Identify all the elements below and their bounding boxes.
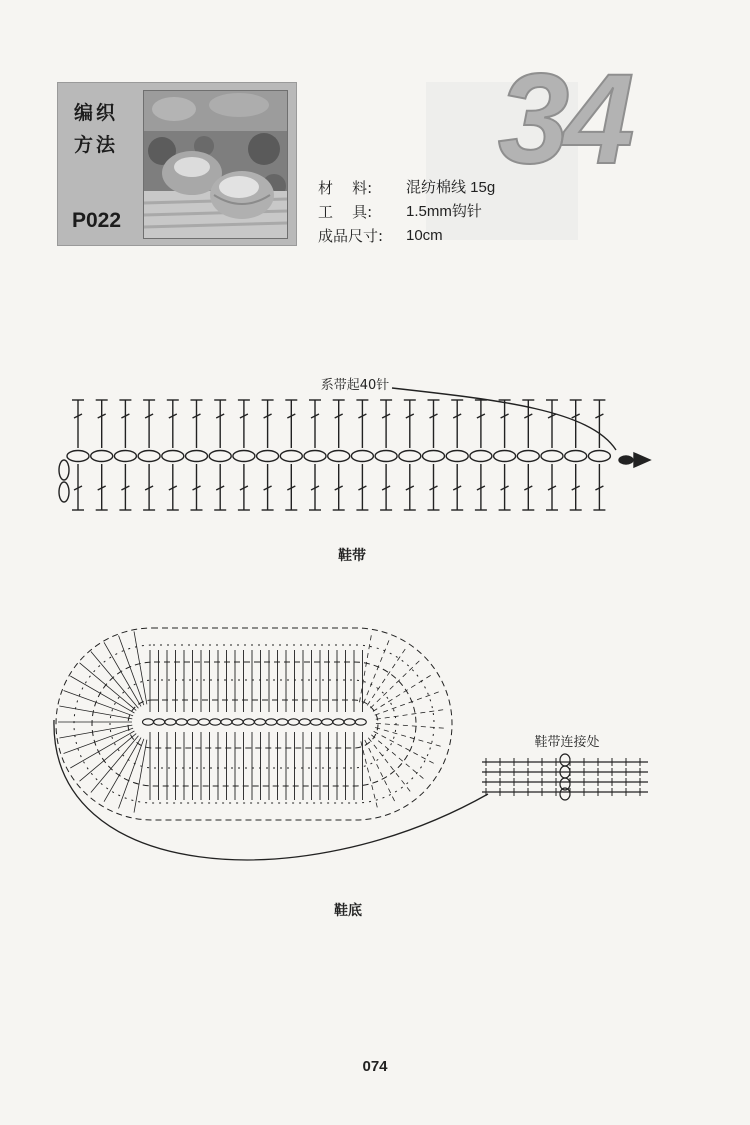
chain-stitch	[257, 451, 279, 462]
sole-chart	[54, 628, 488, 860]
sole-chain-stitch	[277, 719, 288, 725]
chain-stitch	[541, 451, 563, 462]
sole-chain-stitch	[288, 719, 299, 725]
sole-chain-stitch	[154, 719, 165, 725]
chain-stitch	[209, 451, 231, 462]
chain-stitch	[446, 451, 468, 462]
sole-round	[92, 662, 416, 786]
sole-fan-stitch	[134, 631, 147, 704]
sole-chain-stitch	[333, 719, 344, 725]
chain-stitch	[186, 451, 208, 462]
sole-fan-stitch	[64, 728, 134, 753]
spec-value: 10cm	[406, 227, 443, 244]
joint-chain-stitch	[560, 754, 570, 766]
start-knot	[619, 456, 633, 464]
chain-stitch	[280, 451, 302, 462]
sole-chain-stitch	[221, 719, 232, 725]
chain-stitch	[328, 451, 350, 462]
pattern-number: 34	[498, 48, 629, 191]
spec-value: 1.5mm钩针	[406, 203, 482, 220]
sole-chain-stitch	[311, 719, 322, 725]
sole-fan-stitch	[376, 723, 446, 728]
sole-fan-stitch	[64, 691, 134, 716]
sole-chain-stitch	[355, 719, 366, 725]
sole-chain-stitch	[299, 719, 310, 725]
turning-chain	[59, 482, 69, 502]
photo-page-reference: P022	[72, 209, 122, 232]
sole-fan-stitch	[367, 647, 406, 705]
sole-chain-stitch	[322, 719, 333, 725]
sole-fan-stitch	[359, 633, 371, 702]
chain-stitch	[470, 451, 492, 462]
spec-label: 材 料:	[318, 179, 373, 197]
sole-fan-stitch	[365, 740, 396, 803]
spec-label: 工 具:	[318, 203, 373, 221]
turning-chain	[59, 460, 69, 480]
strap-joint-chart	[482, 754, 648, 800]
sole-fan-stitch	[368, 738, 411, 793]
chain-stitch	[517, 451, 539, 462]
chain-stitch	[423, 451, 445, 462]
sole-fan-stitch	[59, 725, 132, 738]
chain-stitch	[233, 451, 255, 462]
chain-stitch	[91, 451, 113, 462]
sole-chain-stitch	[187, 719, 198, 725]
sole-fan-stitch	[119, 739, 144, 809]
chain-stitch	[114, 451, 136, 462]
sole-chain-stitch	[176, 719, 187, 725]
chain-stitch	[375, 451, 397, 462]
spec-value: 混纺棉线 15g	[406, 179, 496, 196]
method-title: 编织方法	[74, 102, 119, 156]
sole-fan-stitch	[59, 706, 132, 719]
sole-chain-stitch	[210, 719, 221, 725]
strap-joint-annotation: 鞋带连接处	[534, 735, 600, 750]
sole-round	[56, 628, 452, 820]
sole-chain-stitch	[255, 719, 266, 725]
sole-fan-stitch	[361, 741, 378, 809]
chain-stitch	[565, 451, 587, 462]
chain-stitch	[351, 451, 373, 462]
sole-chain-stitch	[165, 719, 176, 725]
sole-chain-stitch	[199, 719, 210, 725]
strap-chain-annotation: 系带起40针	[320, 378, 390, 393]
sole-fan-stitch	[134, 740, 147, 813]
sole-caption: 鞋底	[334, 903, 362, 919]
sole-fan-stitch	[373, 674, 432, 711]
sole-chain-stitch	[143, 719, 154, 725]
chain-stitch	[399, 451, 421, 462]
spec-label: 成品尺寸:	[318, 227, 384, 245]
chain-stitch	[138, 451, 160, 462]
chain-stitch	[162, 451, 184, 462]
sole-chain-stitch	[344, 719, 355, 725]
strap-caption: 鞋带	[338, 548, 366, 564]
page-number: 074	[362, 1058, 388, 1075]
sole-chain-stitch	[232, 719, 243, 725]
direction-arrow	[634, 453, 650, 467]
chain-stitch	[494, 451, 516, 462]
chain-stitch	[588, 451, 610, 462]
sole-chain-stitch	[266, 719, 277, 725]
sole-chain-stitch	[243, 719, 254, 725]
chain-stitch	[67, 451, 89, 462]
strap-chart	[59, 388, 650, 510]
chain-stitch	[304, 451, 326, 462]
